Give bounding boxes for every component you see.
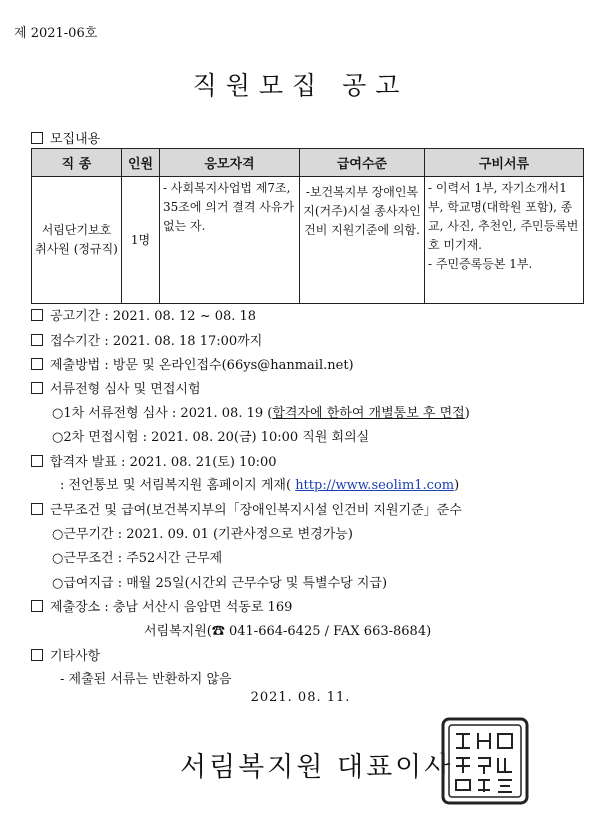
section-recruit [31,128,100,147]
etc-item: - 제출된 서류는 반환하지 않음 [60,672,232,687]
header-count: 인원 [122,149,160,177]
cell-documents [425,177,584,304]
cell-salary: -보건복지부 장애인복지(거주)시설 종사자인건비 지원기준에 의함. [300,177,425,304]
cell-count: 1명 [122,177,160,304]
pay-date: ○급여지급 : 매월 25일(시간외 근무수당 및 특별수당 지급) [52,576,388,591]
submit-method-text: 제출방법 : 방문 및 온라인접수(66ys@hanmail.net) [50,358,354,373]
checkbox-icon [31,358,43,370]
checkbox-icon [31,132,43,144]
header-job: 직 종 [32,149,122,177]
screening-first [52,402,470,421]
submit-place-text: 제출장소 : 충남 서산시 음암면 석동로 169 [50,600,293,615]
header-salary: 급여수준 [300,149,425,177]
pass-notice-end: ) [454,478,460,493]
pass-notice-text: : 전언통보 및 서림복지원 홈페이지 게재( [60,478,296,493]
work-condition: ○근무조건 : 주52시간 근무제 [52,551,223,566]
pass-announce-text: 합격자 발표 : 2021. 08. 21(토) 10:00 [50,455,277,470]
checkbox-icon [31,309,43,321]
header-documents: 구비서류 [425,149,584,177]
header-qualification: 응모자격 [160,149,300,177]
receipt-period-text: 접수기간 : 2021. 08. 18 17:00까지 [50,334,263,349]
checkbox-icon [31,382,43,394]
screening-first-note: 합격자에 한하여 개별통보 후 면접 [272,406,465,421]
page-title: 직원모집 공고 [192,71,409,100]
official-seal-icon [440,716,530,806]
submit-method [31,354,354,373]
cell-qualification: - 사회복지사업법 제7조, 35조에 의거 결격 사유가 없는 자. [160,177,300,304]
checkbox-icon [31,649,43,661]
etc-section [31,645,100,664]
work-section [31,499,462,518]
document-item: - 주민증록등본 1부. [428,257,533,271]
work-period: ○근무기간 : 2021. 09. 01 (기관사정으로 변경가능) [52,527,353,542]
receipt-period [31,330,262,349]
homepage-link[interactable]: http://www.seolim1.com [295,478,455,493]
checkbox-icon [31,503,43,515]
document-item: - 이력서 1부, 자기소개서1부, 학교명(대학원 포함), 종교, 사진, 추천인, 주민등록번호 미기재. [428,181,579,252]
signer-name: 서림복지원 대표이사 [180,752,454,783]
document-number: 제 2021-06호 [14,26,98,41]
checkbox-icon [31,334,43,346]
pass-announce [31,451,277,470]
screening-first-end: ) [464,406,470,421]
section-recruit-label: 모집내용 [50,132,101,147]
screening-second: ○2차 면접시험 : 2021. 08. 20(금) 10:00 직원 회의실 [52,430,370,445]
issue-date: 2021. 08. 11. [250,690,351,705]
table-header-row [32,149,584,177]
announce-period [31,305,256,324]
cell-job: 서림단기보호 취사원 (정규직) [32,177,122,304]
etc-title: 기타사항 [50,649,101,664]
checkbox-icon [31,455,43,467]
contact-info: 서림복지원(☎ 041-664-6425 / FAX 663-8684) [144,624,432,639]
checkbox-icon [31,600,43,612]
recruit-table [31,148,584,304]
table-row [32,177,584,304]
screening-title: 서류전형 심사 및 면접시험 [50,382,201,397]
screening-first-text: ○1차 서류전형 심사 : 2021. 08. 19 ( [52,406,273,421]
pass-notice [60,474,459,493]
work-title: 근무조건 및 급여(보건복지부의「장애인복지시설 인건비 지원기준」준수 [50,503,462,518]
submit-place [31,596,292,615]
announce-period-text: 공고기간 : 2021. 08. 12 ~ 08. 18 [50,309,257,324]
screening-section [31,378,201,397]
